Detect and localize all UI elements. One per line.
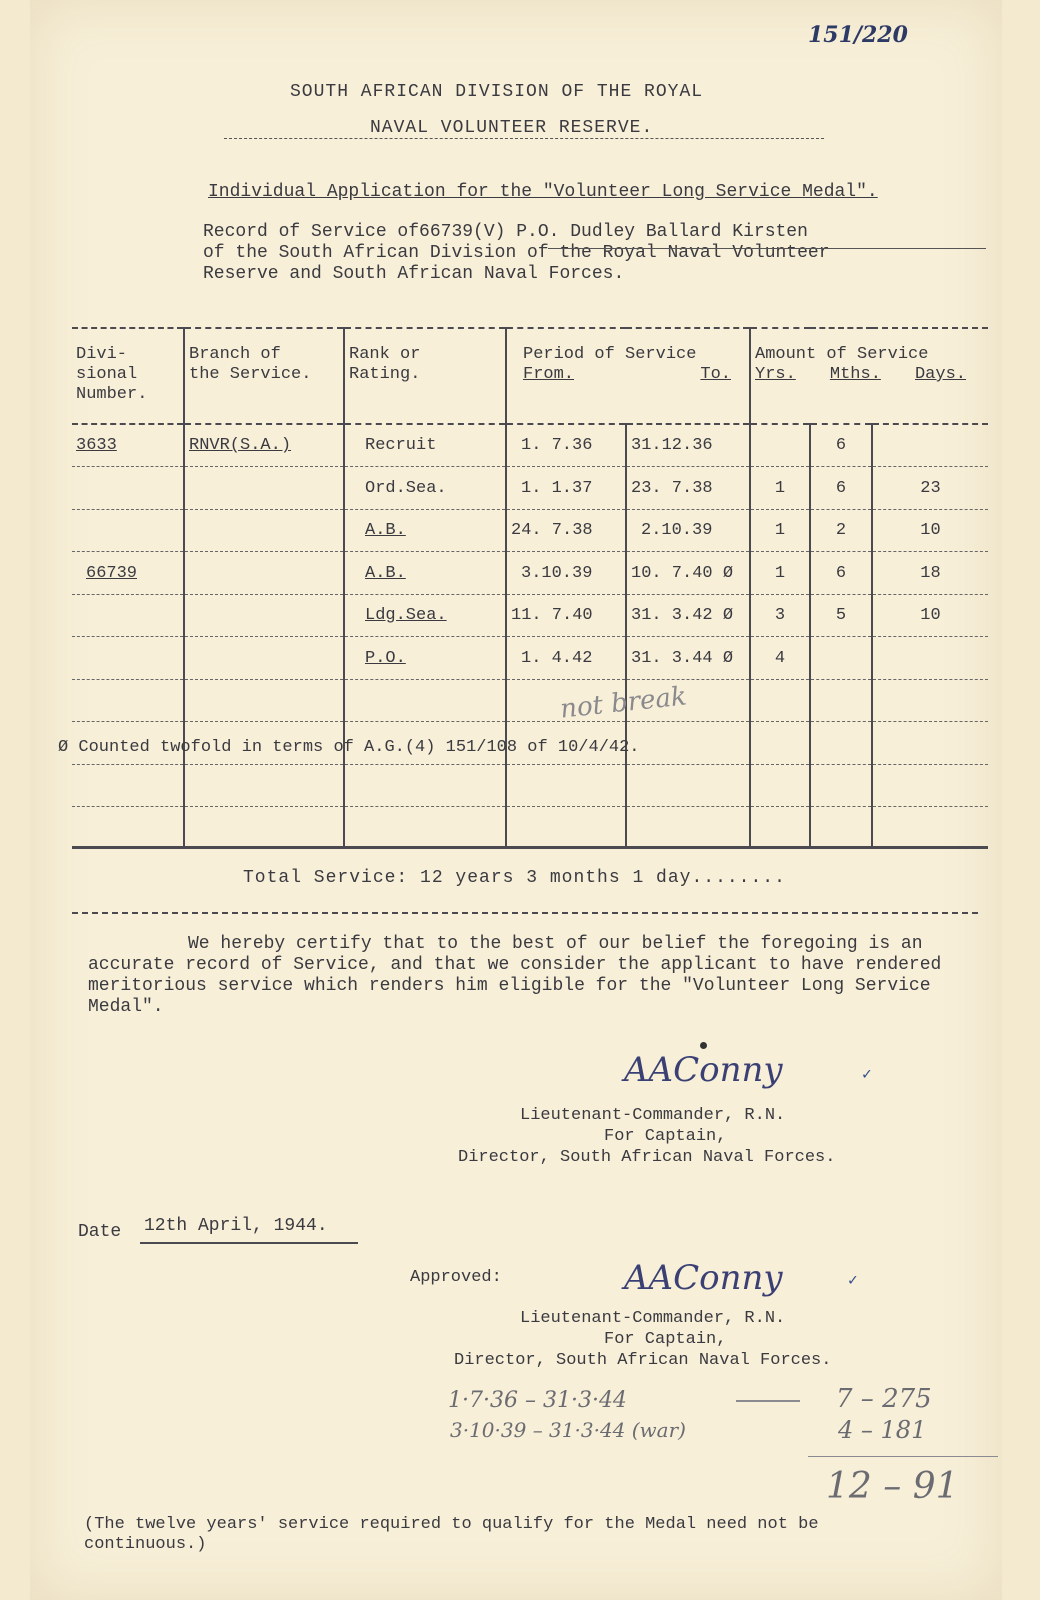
header-to: To. [700,365,731,384]
pencil-calc-line-1: 1·7·36 – 31·3·44 [448,1388,627,1413]
header-mths: Mths. [829,365,881,384]
application-title: Individual Application for the "Volunteer Long Service Medal". [208,182,878,202]
footnote: (The twelve years' service required to qualify for the Medal need not be continuous.) [84,1515,819,1554]
heading-underline [224,138,824,139]
header-amount: Amount of Service Yrs. Mths. Days. [755,345,966,384]
approved-label: Approved: [410,1268,502,1287]
header-branch: Branch of the Service. [184,328,344,424]
signer-office-1: Director, South African Naval Forces. [458,1148,836,1167]
table-row [72,807,988,848]
signer-title-1: Lieutenant-Commander, R.N. [520,1106,786,1125]
table-row: Ord.Sea. 1. 1.37 23. 7.38 1 6 23 [72,467,988,510]
ink-dot [700,1042,707,1049]
pencil-result-2: 4 – 181 [838,1416,927,1444]
record-underline [548,248,986,249]
table-row [72,679,988,722]
signature-2: AAConny [624,1258,783,1298]
reference-number: 151/220 [808,22,908,48]
pencil-calc-line-2: 3·10·39 – 31·3·44 (war) [450,1418,686,1442]
header-from: From. [523,365,575,384]
total-rule [72,912,978,914]
table-row: A.B. 24. 7.38 2.10.39 1 2 10 [72,509,988,552]
pencil-sum-rule [808,1456,998,1457]
service-record-intro [203,222,830,285]
date-underline [140,1242,358,1244]
header-rank: Rank or Rating. [344,328,506,424]
table-header-row [72,328,988,424]
heading-line-1: SOUTH AFRICAN DIVISION OF THE ROYAL [290,82,704,102]
date-label: Date [78,1222,122,1242]
service-table [72,327,988,849]
table-row [72,764,988,807]
header-divisional-number: Divi- sional Number. [72,328,184,424]
signature-1: AAConny [624,1050,783,1090]
date-value: 12th April, 1944. [144,1216,328,1236]
header-days: Days. [914,365,966,384]
signer-for-2: For Captain, [604,1330,727,1349]
record-line-3: Reserve and South African Naval Forces. [203,264,625,284]
heading-line-2: NAVAL VOLUNTEER RESERVE. [370,118,654,138]
ink-tick-icon: ✓ [862,1066,872,1084]
table-row: P.O. 1. 4.42 31. 3.44 Ø 4 [72,637,988,680]
table-row: 3633 RNVR(S.A.) Recruit 1. 7.36 31.12.36 6 [72,424,988,467]
signer-office-2: Director, South African Naval Forces. [454,1351,832,1370]
pencil-dash [736,1400,800,1402]
pencil-note: not break [558,681,689,725]
signer-for-1: For Captain, [604,1127,727,1146]
total-service: Total Service: 12 years 3 months 1 day........ [243,868,786,888]
header-period: Period of Service From. To. [506,328,750,424]
signer-title-2: Lieutenant-Commander, R.N. [520,1309,786,1328]
counted-twofold-note: Ø Counted twofold in terms of A.G.(4) 151/108 of 10/4/42. [58,738,640,757]
pencil-total: 12 – 91 [826,1466,959,1507]
record-line-2: of the South African Division of the Royal Naval Volunteer [203,243,830,263]
record-line-1: Record of Service of66739(V) P.O. Dudley Ballard Kirsten [203,222,808,242]
ink-tick-icon: ✓ [848,1272,858,1290]
pencil-result-1: 7 – 275 [836,1384,932,1414]
table-row: Ldg.Sea. 11. 7.40 31. 3.42 Ø 3 5 10 [72,594,988,637]
table-row: 66739 A.B. 3.10.39 10. 7.40 Ø 1 6 18 [72,552,988,595]
certification-text: We hereby certify that to the best of our belief the foregoing is an accurate record of Service, and that we consider the applicant to have rendered meritorious service which renders him eligible for the "Volunteer Long Service Medal". [88,934,942,1017]
header-yrs: Yrs. [755,365,796,384]
